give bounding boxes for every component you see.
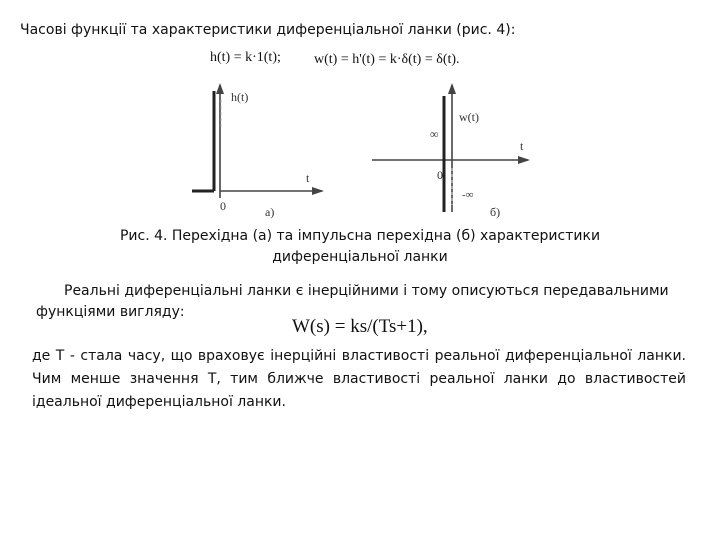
panel-b-x-arrow xyxy=(518,156,530,164)
transfer-function-formula: W(s) = ks/(Ts+1), xyxy=(292,316,428,337)
panel-b-minus-infinity: -∞ xyxy=(462,189,474,201)
figure-panel-a xyxy=(192,83,324,219)
panel-a-x-arrow xyxy=(312,187,324,195)
figure-caption-line-1: Рис. 4. Перехідна (а) та імпульсна перехідна (б) характеристики xyxy=(119,228,601,244)
paragraph-2-line-2: Чим менше значення T, тим ближче властивості реальної ланки до властивостей xyxy=(32,371,686,387)
paragraph-2-line-3: ідеальної диференціальної ланки. xyxy=(32,394,286,410)
figure-panel-b xyxy=(372,83,530,219)
panel-a-origin-label: 0 xyxy=(220,199,226,213)
panel-b-y-arrow xyxy=(448,83,456,94)
figure-caption-line-2: диференціальної ланки xyxy=(272,249,448,265)
panel-a-caption: а) xyxy=(265,205,275,219)
response-figure xyxy=(0,0,720,230)
panel-a-x-label: t xyxy=(306,171,310,185)
panel-a-y-arrow xyxy=(216,83,224,94)
panel-a-y-label: h(t) xyxy=(231,90,249,104)
panel-b-origin-label: 0 xyxy=(437,168,443,182)
step-response-formula: h(t) = k·1(t); xyxy=(210,50,281,65)
panel-b-y-label: w(t) xyxy=(459,110,479,124)
paragraph-1-line-2: функціями вигляду: xyxy=(36,304,185,320)
panel-b-caption: б) xyxy=(490,205,501,219)
paragraph-1-line-1: Реальні диференціальні ланки є інерційними і тому описуються передавальними xyxy=(64,283,669,299)
impulse-response-formula: w(t) = h'(t) = k·δ(t) = δ(t). xyxy=(314,52,460,67)
panel-b-x-label: t xyxy=(520,139,524,153)
section-heading: Часові функції та характеристики диференціальної ланки (рис. 4): xyxy=(20,22,516,38)
paragraph-2-line-1: де T - стала часу, що враховує інерційні властивості реальної диференціальної ланки. xyxy=(32,348,686,364)
panel-b-plus-infinity: ∞ xyxy=(430,127,439,141)
